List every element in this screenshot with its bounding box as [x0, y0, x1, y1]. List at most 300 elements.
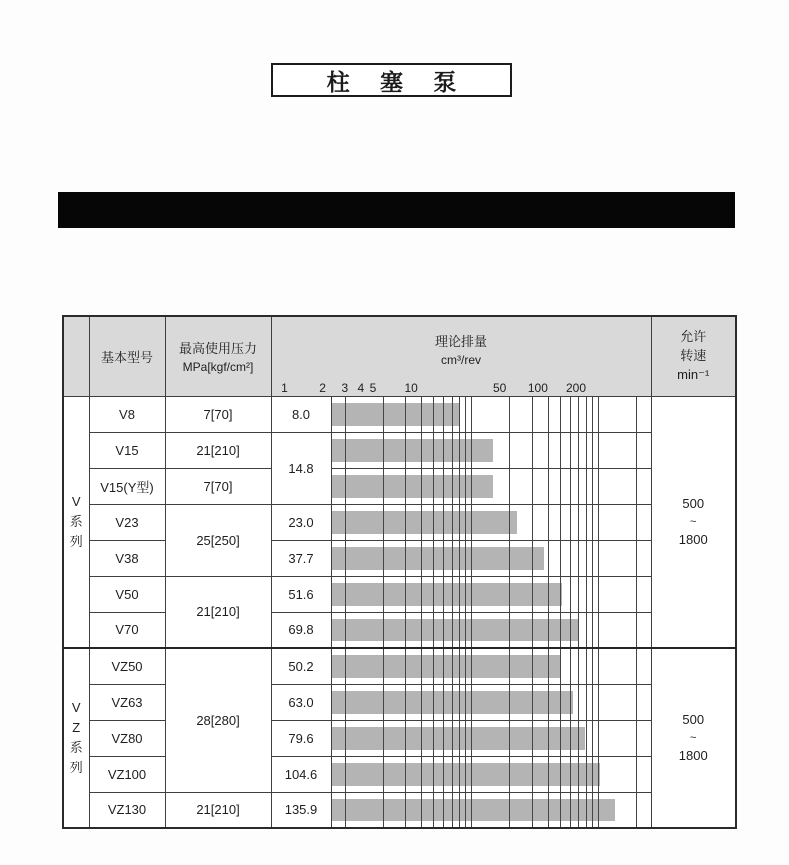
pressure-cell: 7[70]	[165, 396, 271, 432]
table-row	[63, 540, 736, 576]
chart-gridline	[443, 397, 444, 432]
model-header	[89, 316, 165, 396]
chart-gridline	[405, 433, 406, 468]
chart-gridline	[532, 577, 533, 612]
displacement-bar	[332, 655, 561, 678]
chart-gridline	[586, 397, 587, 432]
model-cell: VZ50	[89, 648, 165, 684]
chart-gridline	[443, 685, 444, 720]
speed-line: 1800	[678, 748, 708, 764]
chart-gridline	[548, 721, 549, 756]
axis-tick-label: 200	[565, 380, 587, 395]
chart-gridline	[443, 613, 444, 648]
table-row	[63, 396, 736, 432]
chart-gridline	[586, 577, 587, 612]
pressure-cell: 21[210]	[165, 792, 271, 828]
chart-gridline	[433, 577, 434, 612]
chart-cell	[331, 468, 651, 504]
chart-gridline	[405, 505, 406, 540]
chart-gridline	[471, 649, 472, 684]
series-label-char: 系	[69, 513, 83, 529]
chart-gridline	[433, 397, 434, 432]
speed-line: 500	[682, 496, 705, 511]
chart-gridline	[459, 685, 460, 720]
table-row	[63, 792, 736, 828]
chart-gridline	[636, 613, 637, 648]
chart-gridline	[570, 397, 571, 432]
chart-gridline	[471, 613, 472, 648]
chart-gridline	[405, 577, 406, 612]
chart-gridline	[560, 649, 561, 684]
chart-gridline	[532, 721, 533, 756]
chart-gridline	[465, 541, 466, 576]
chart-gridline	[598, 433, 599, 468]
chart-gridline	[570, 577, 571, 612]
model-cell: V50	[89, 576, 165, 612]
speed-line: 500	[682, 712, 705, 728]
chart-gridline	[598, 757, 599, 792]
chart-gridline	[471, 397, 472, 432]
chart-gridline	[560, 505, 561, 540]
chart-gridline	[421, 685, 422, 720]
chart-gridline	[636, 685, 637, 720]
axis-tick-label: 1	[281, 380, 288, 395]
chart-cell	[331, 612, 651, 648]
chart-gridline	[465, 649, 466, 684]
displacement-bar	[332, 547, 545, 570]
series-label-char: 列	[69, 533, 83, 549]
axis-tick-label: 2	[319, 380, 326, 395]
displacement-cell: 50.2	[271, 648, 331, 684]
chart-gridline	[443, 541, 444, 576]
chart-gridline	[532, 433, 533, 468]
chart-gridline	[345, 685, 346, 720]
chart-gridline	[578, 541, 579, 576]
chart-gridline	[586, 685, 587, 720]
chart-gridline	[548, 793, 549, 828]
chart-gridline	[465, 757, 466, 792]
chart-gridline	[471, 433, 472, 468]
chart-gridline	[383, 541, 384, 576]
chart-gridline	[452, 757, 453, 792]
chart-gridline	[592, 793, 593, 828]
series-cell	[63, 396, 89, 648]
chart-gridline	[433, 685, 434, 720]
axis-tick-label: 5	[369, 380, 377, 395]
chart-gridline	[452, 649, 453, 684]
table-row	[63, 504, 736, 540]
chart-gridline	[592, 397, 593, 432]
chart-gridline	[570, 757, 571, 792]
chart-gridline	[578, 793, 579, 828]
chart-gridline	[586, 721, 587, 756]
pressure-header	[165, 316, 271, 396]
chart-gridline	[509, 685, 510, 720]
chart-gridline	[636, 397, 637, 432]
chart-gridline	[345, 577, 346, 612]
chart-gridline	[532, 505, 533, 540]
speed-cell	[651, 648, 736, 828]
chart-gridline	[459, 613, 460, 648]
displacement-bar	[332, 403, 459, 426]
chart-gridline	[443, 793, 444, 828]
series-cell	[63, 648, 89, 828]
chart-gridline	[548, 613, 549, 648]
chart-gridline	[433, 613, 434, 648]
chart-gridline	[570, 649, 571, 684]
chart-gridline	[471, 721, 472, 756]
chart-gridline	[592, 541, 593, 576]
pressure-cell: 21[210]	[165, 576, 271, 648]
chart-gridline	[345, 649, 346, 684]
chart-gridline	[405, 541, 406, 576]
chart-gridline	[345, 397, 346, 432]
chart-gridline	[452, 721, 453, 756]
chart-gridline	[509, 433, 510, 468]
chart-gridline	[421, 721, 422, 756]
chart-gridline	[509, 793, 510, 828]
chart-gridline	[592, 685, 593, 720]
chart-gridline	[586, 649, 587, 684]
chart-gridline	[548, 577, 549, 612]
chart-gridline	[405, 793, 406, 828]
chart-gridline	[509, 397, 510, 432]
chart-gridline	[636, 721, 637, 756]
chart-gridline	[592, 469, 593, 504]
chart-gridline	[433, 469, 434, 504]
series-label-char: Z	[72, 719, 81, 735]
chart-gridline	[532, 685, 533, 720]
chart-gridline	[598, 685, 599, 720]
chart-gridline	[532, 469, 533, 504]
chart-gridline	[421, 433, 422, 468]
chart-gridline	[452, 577, 453, 612]
chart-gridline	[578, 649, 579, 684]
displacement-cell: 135.9	[271, 792, 331, 828]
chart-gridline	[578, 613, 579, 648]
pressure-cell: 28[280]	[165, 648, 271, 792]
chart-gridline	[598, 577, 599, 612]
chart-gridline	[578, 505, 579, 540]
series-label-char: 列	[69, 760, 83, 776]
chart-gridline	[570, 721, 571, 756]
chart-gridline	[592, 649, 593, 684]
chart-gridline	[459, 469, 460, 504]
table-row	[63, 468, 736, 504]
chart-gridline	[433, 649, 434, 684]
model-cell: VZ130	[89, 792, 165, 828]
chart-gridline	[405, 613, 406, 648]
chart-gridline	[532, 397, 533, 432]
chart-gridline	[532, 757, 533, 792]
chart-gridline	[509, 541, 510, 576]
chart-gridline	[532, 613, 533, 648]
chart-gridline	[345, 541, 346, 576]
chart-gridline	[592, 577, 593, 612]
series-label-char: V	[71, 699, 81, 715]
chart-gridline	[421, 613, 422, 648]
chart-gridline	[586, 433, 587, 468]
header-row	[63, 316, 736, 396]
chart-gridline	[345, 757, 346, 792]
chart-gridline	[459, 397, 460, 432]
speed-line: ~	[690, 515, 697, 528]
chart-gridline	[592, 505, 593, 540]
chart-gridline	[548, 469, 549, 504]
chart-gridline	[421, 793, 422, 828]
axis-tick-label: 50	[493, 380, 507, 395]
displacement-cell: 23.0	[271, 504, 331, 540]
displacement-cell: 69.8	[271, 612, 331, 648]
chart-gridline	[433, 721, 434, 756]
chart-axis	[272, 378, 651, 396]
chart-gridline	[560, 433, 561, 468]
chart-gridline	[532, 541, 533, 576]
chart-gridline	[345, 433, 346, 468]
chart-gridline	[383, 757, 384, 792]
chart-gridline	[383, 433, 384, 468]
chart-gridline	[383, 793, 384, 828]
chart-gridline	[560, 397, 561, 432]
chart-gridline	[471, 685, 472, 720]
chart-gridline	[592, 433, 593, 468]
chart-cell	[331, 504, 651, 540]
chart-gridline	[345, 721, 346, 756]
chart-gridline	[465, 577, 466, 612]
chart-gridline	[459, 721, 460, 756]
chart-gridline	[471, 469, 472, 504]
displacement-cell: 8.0	[271, 396, 331, 432]
chart-gridline	[383, 505, 384, 540]
chart-gridline	[465, 505, 466, 540]
chart-gridline	[433, 793, 434, 828]
pressure-cell: 21[210]	[165, 432, 271, 468]
displacement-bar	[332, 439, 493, 462]
chart-gridline	[560, 577, 561, 612]
chart-gridline	[405, 469, 406, 504]
displacement-cell: 37.7	[271, 540, 331, 576]
chart-gridline	[532, 793, 533, 828]
chart-gridline	[421, 469, 422, 504]
chart-gridline	[465, 613, 466, 648]
chart-gridline	[592, 613, 593, 648]
chart-gridline	[586, 613, 587, 648]
chart-gridline	[636, 541, 637, 576]
chart-gridline	[465, 721, 466, 756]
chart-cell	[331, 396, 651, 432]
chart-gridline	[465, 793, 466, 828]
chart-gridline	[548, 541, 549, 576]
model-cell: V8	[89, 396, 165, 432]
chart-gridline	[560, 793, 561, 828]
displacement-cell: 63.0	[271, 684, 331, 720]
displacement-cell: 79.6	[271, 720, 331, 756]
chart-cell	[331, 648, 651, 684]
chart-gridline	[452, 505, 453, 540]
chart-gridline	[578, 433, 579, 468]
chart-gridline	[459, 649, 460, 684]
chart-gridline	[509, 469, 510, 504]
chart-cell	[331, 576, 651, 612]
chart-gridline	[598, 613, 599, 648]
chart-gridline	[459, 793, 460, 828]
chart-gridline	[578, 685, 579, 720]
chart-gridline	[560, 613, 561, 648]
chart-gridline	[598, 469, 599, 504]
chart-gridline	[636, 469, 637, 504]
chart-gridline	[405, 721, 406, 756]
model-cell: VZ80	[89, 720, 165, 756]
chart-gridline	[452, 433, 453, 468]
chart-gridline	[452, 793, 453, 828]
chart-gridline	[471, 541, 472, 576]
model-cell: VZ100	[89, 756, 165, 792]
chart-gridline	[405, 397, 406, 432]
displacement-cell: 51.6	[271, 576, 331, 612]
chart-gridline	[636, 505, 637, 540]
chart-gridline	[421, 541, 422, 576]
chart-gridline	[443, 433, 444, 468]
chart-gridline	[433, 757, 434, 792]
chart-gridline	[560, 469, 561, 504]
chart-gridline	[471, 757, 472, 792]
table-row	[63, 432, 736, 468]
chart-gridline	[509, 577, 510, 612]
model-cell: V38	[89, 540, 165, 576]
table-row	[63, 720, 736, 756]
chart-gridline	[345, 505, 346, 540]
table-row	[63, 612, 736, 648]
chart-gridline	[592, 757, 593, 792]
displacement-chart-header	[271, 316, 651, 396]
table-row	[63, 648, 736, 684]
axis-tick-label: 100	[527, 380, 548, 395]
chart-gridline	[459, 577, 460, 612]
chart-gridline	[586, 469, 587, 504]
chart-gridline	[548, 397, 549, 432]
chart-gridline	[578, 397, 579, 432]
chart-gridline	[570, 433, 571, 468]
displacement-bar	[332, 619, 579, 642]
model-cell: V15	[89, 432, 165, 468]
chart-gridline	[578, 757, 579, 792]
chart-gridline	[471, 577, 472, 612]
chart-gridline	[578, 721, 579, 756]
chart-gridline	[452, 541, 453, 576]
speed-line: 1800	[678, 532, 708, 547]
chart-gridline	[421, 397, 422, 432]
displacement-bar	[332, 583, 562, 606]
displacement-bar	[332, 475, 493, 498]
chart-gridline	[570, 793, 571, 828]
chart-gridline	[433, 541, 434, 576]
chart-gridline	[532, 649, 533, 684]
chart-gridline	[421, 577, 422, 612]
chart-gridline	[548, 649, 549, 684]
chart-gridline	[598, 721, 599, 756]
table-row	[63, 576, 736, 612]
chart-gridline	[459, 757, 460, 792]
chart-gridline	[443, 469, 444, 504]
chart-gridline	[465, 685, 466, 720]
chart-gridline	[471, 793, 472, 828]
chart-gridline	[586, 505, 587, 540]
chart-gridline	[636, 649, 637, 684]
chart-gridline	[383, 721, 384, 756]
chart-gridline	[509, 505, 510, 540]
chart-gridline	[452, 469, 453, 504]
chart-gridline	[405, 649, 406, 684]
chart-gridline	[465, 433, 466, 468]
chart-cell	[331, 756, 651, 792]
chart-gridline	[383, 613, 384, 648]
chart-gridline	[509, 613, 510, 648]
pressure-cell: 25[250]	[165, 504, 271, 576]
chart-cell	[331, 540, 651, 576]
displacement-cell: 14.8	[271, 432, 331, 504]
chart-gridline	[383, 649, 384, 684]
displacement-bar	[332, 511, 518, 534]
chart-gridline	[433, 433, 434, 468]
chart-gridline	[421, 649, 422, 684]
model-cell: V23	[89, 504, 165, 540]
model-header-label: 基本型号	[100, 349, 153, 365]
chart-gridline	[586, 541, 587, 576]
chart-gridline	[598, 505, 599, 540]
chart-gridline	[471, 505, 472, 540]
chart-gridline	[570, 613, 571, 648]
chart-gridline	[570, 469, 571, 504]
chart-gridline	[421, 505, 422, 540]
chart-gridline	[405, 685, 406, 720]
chart-gridline	[452, 397, 453, 432]
chart-gridline	[578, 469, 579, 504]
chart-cell	[331, 432, 651, 468]
chart-gridline	[383, 397, 384, 432]
chart-gridline	[443, 649, 444, 684]
chart-cell	[331, 720, 651, 756]
chart-gridline	[433, 505, 434, 540]
chart-gridline	[586, 793, 587, 828]
series-label-char: V	[71, 493, 81, 509]
chart-gridline	[636, 793, 637, 828]
speed-cell	[651, 396, 736, 648]
axis-tick-label: 3	[341, 380, 349, 395]
spec-table-wrap	[62, 315, 735, 829]
chart-gridline	[598, 397, 599, 432]
chart-gridline	[636, 757, 637, 792]
chart-gridline	[421, 757, 422, 792]
chart-gridline	[598, 793, 599, 828]
chart-gridline	[560, 541, 561, 576]
speed-header	[651, 316, 736, 396]
chart-gridline	[452, 685, 453, 720]
chart-gridline	[509, 721, 510, 756]
chart-gridline	[548, 685, 549, 720]
chart-gridline	[548, 757, 549, 792]
chart-gridline	[560, 757, 561, 792]
chart-gridline	[452, 613, 453, 648]
displacement-bar	[332, 799, 615, 822]
chart-cell	[331, 684, 651, 720]
series-header-cell	[63, 316, 89, 396]
chart-gridline	[345, 469, 346, 504]
chart-cell	[331, 792, 651, 828]
chart-unit-label: cm³/rev	[441, 353, 481, 367]
speed-header-unit: min⁻¹	[677, 366, 710, 382]
chart-gridline	[570, 541, 571, 576]
pressure-header-label: 最高使用压力	[178, 341, 257, 357]
